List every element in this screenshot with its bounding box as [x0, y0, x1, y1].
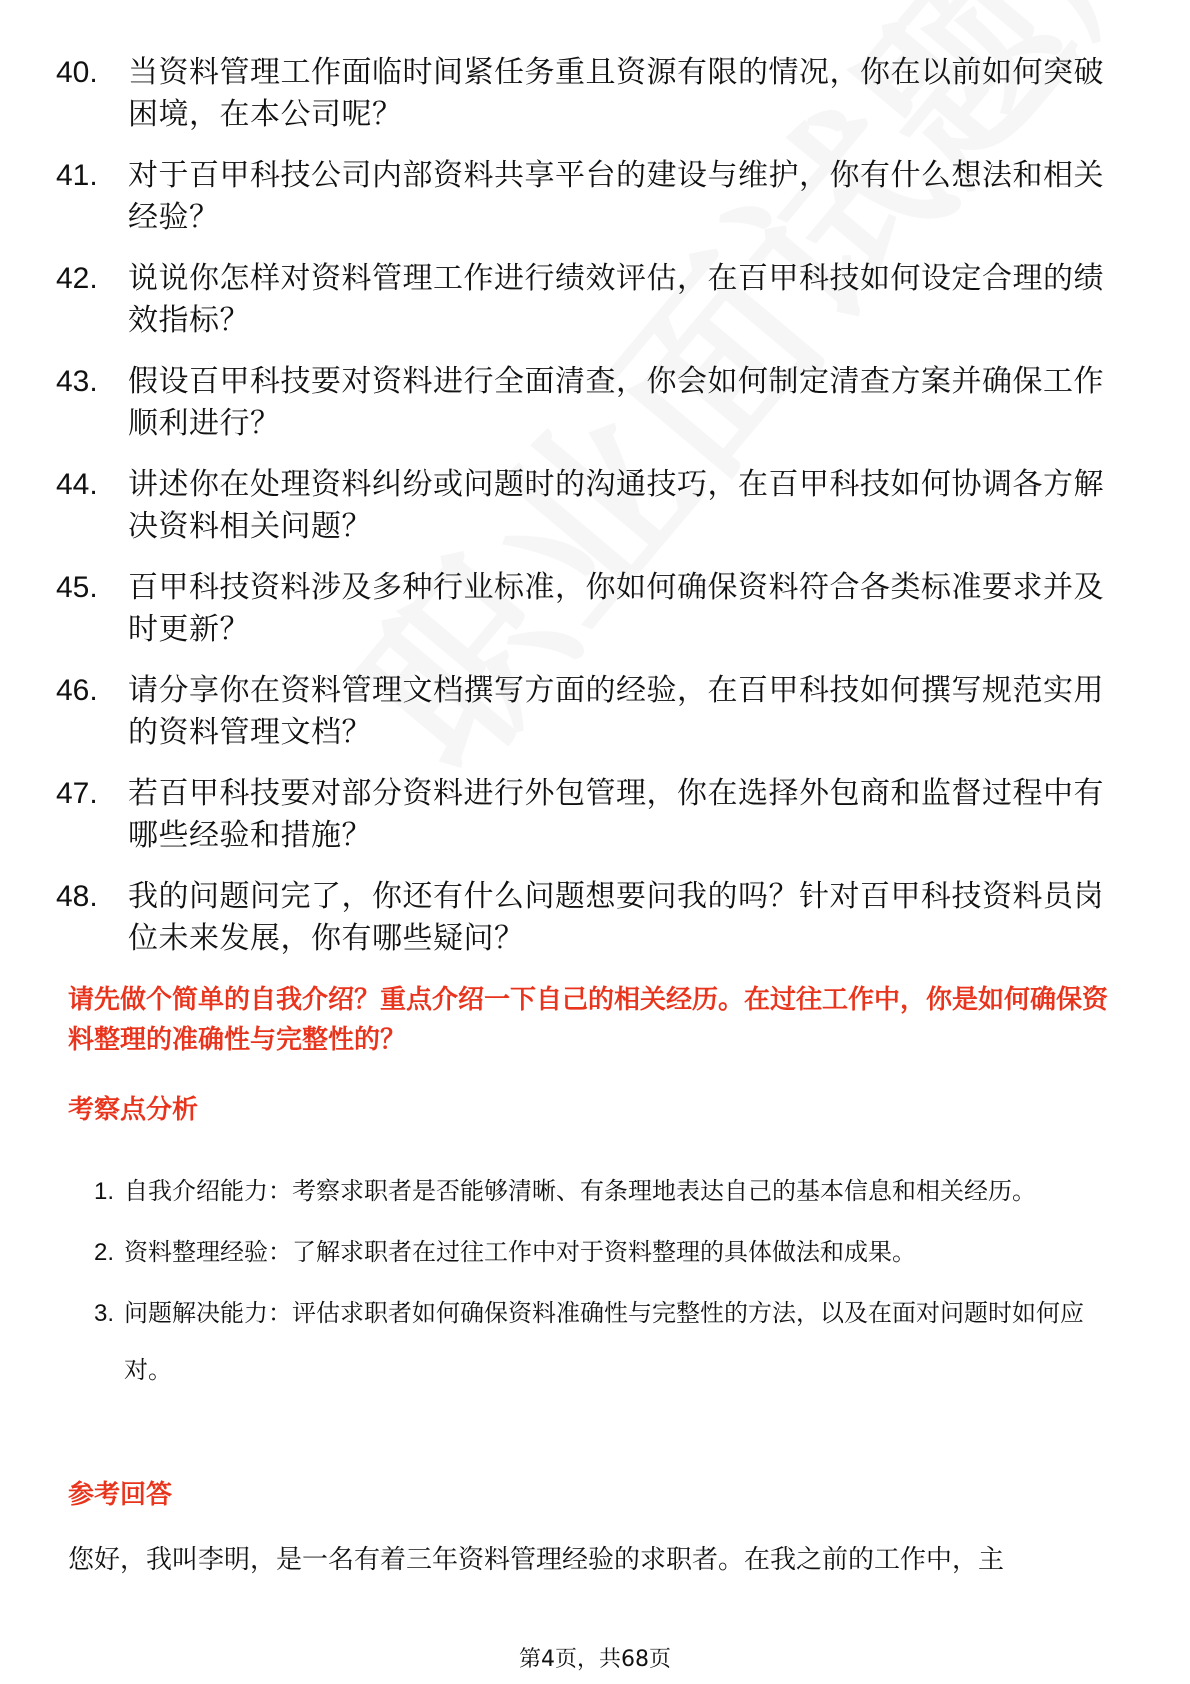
question-text: 百甲科技资料涉及多种行业标准，你如何确保资料符合各类标准要求并及时更新？	[128, 570, 1104, 647]
question-number: 47.	[56, 777, 98, 810]
question-text: 若百甲科技要对部分资料进行外包管理，你在选择外包商和监督过程中有哪些经验和措施？	[128, 776, 1104, 853]
question-number: 48.	[56, 880, 98, 913]
question-number: 44.	[56, 468, 98, 501]
question-text: 对于百甲科技公司内部资料共享平台的建设与维护，你有什么想法和相关经验？	[128, 158, 1104, 235]
analysis-item	[68, 1224, 1128, 1281]
analysis-item	[68, 1285, 1128, 1399]
analysis-number: 3.	[93, 1300, 114, 1327]
analysis-item	[68, 1163, 1128, 1220]
analysis-text: 自我介绍能力：考察求职者是否能够清晰、有条理地表达自己的基本信息和相关经历。	[124, 1177, 1036, 1205]
analysis-list	[68, 1163, 1128, 1399]
question-list	[56, 52, 1116, 979]
question-text: 请分享你在资料管理文档撰写方面的经验，在百甲科技如何撰写规范实用的资料管理文档？	[128, 673, 1104, 750]
question-text: 我的问题问完了，你还有什么问题想要问我的吗？针对百甲科技资料员岗位未来发展，你有哪些疑问？	[128, 879, 1104, 956]
question-item	[56, 258, 1116, 361]
analysis-text: 问题解决能力：评估求职者如何确保资料准确性与完整性的方法，以及在面对问题时如何应对。	[124, 1299, 1084, 1384]
main-question-heading: 请先做个简单的自我介绍？重点介绍一下自己的相关经历。在过往工作中，你是如何确保资料整理的准确性与完整性的？	[68, 985, 1109, 1055]
question-item	[56, 52, 1116, 155]
reference-answer-text: 您好，我叫李明，是一名有着三年资料管理经验的求职者。在我之前的工作中，主	[68, 1545, 1005, 1575]
question-text: 假设百甲科技要对资料进行全面清查，你会如何制定清查方案并确保工作顺利进行？	[128, 364, 1104, 441]
question-item	[56, 361, 1116, 464]
page-footer: 第4页，共68页	[519, 1647, 671, 1672]
question-item	[56, 567, 1116, 670]
analysis-section-title: 考察点分析	[68, 1095, 199, 1125]
question-item	[56, 155, 1116, 258]
question-number: 42.	[56, 262, 98, 295]
question-text: 当资料管理工作面临时间紧任务重且资源有限的情况，你在以前如何突破困境，在本公司呢？	[128, 55, 1104, 132]
question-item	[56, 670, 1116, 773]
question-item	[56, 876, 1116, 979]
question-number: 40.	[56, 56, 98, 89]
analysis-number: 1.	[93, 1178, 114, 1205]
question-item	[56, 464, 1116, 567]
analysis-text: 资料整理经验：了解求职者在过往工作中对于资料整理的具体做法和成果。	[124, 1238, 916, 1266]
reference-section-title: 参考回答	[68, 1480, 173, 1510]
question-number: 43.	[56, 365, 98, 398]
question-text: 说说你怎样对资料管理工作进行绩效评估，在百甲科技如何设定合理的绩效指标？	[128, 261, 1104, 338]
analysis-number: 2.	[93, 1239, 114, 1266]
question-number: 41.	[56, 159, 98, 192]
question-item	[56, 773, 1116, 876]
question-number: 46.	[56, 674, 98, 707]
question-text: 讲述你在处理资料纠纷或问题时的沟通技巧，在百甲科技如何协调各方解决资料相关问题？	[128, 467, 1104, 544]
question-number: 45.	[56, 571, 98, 604]
